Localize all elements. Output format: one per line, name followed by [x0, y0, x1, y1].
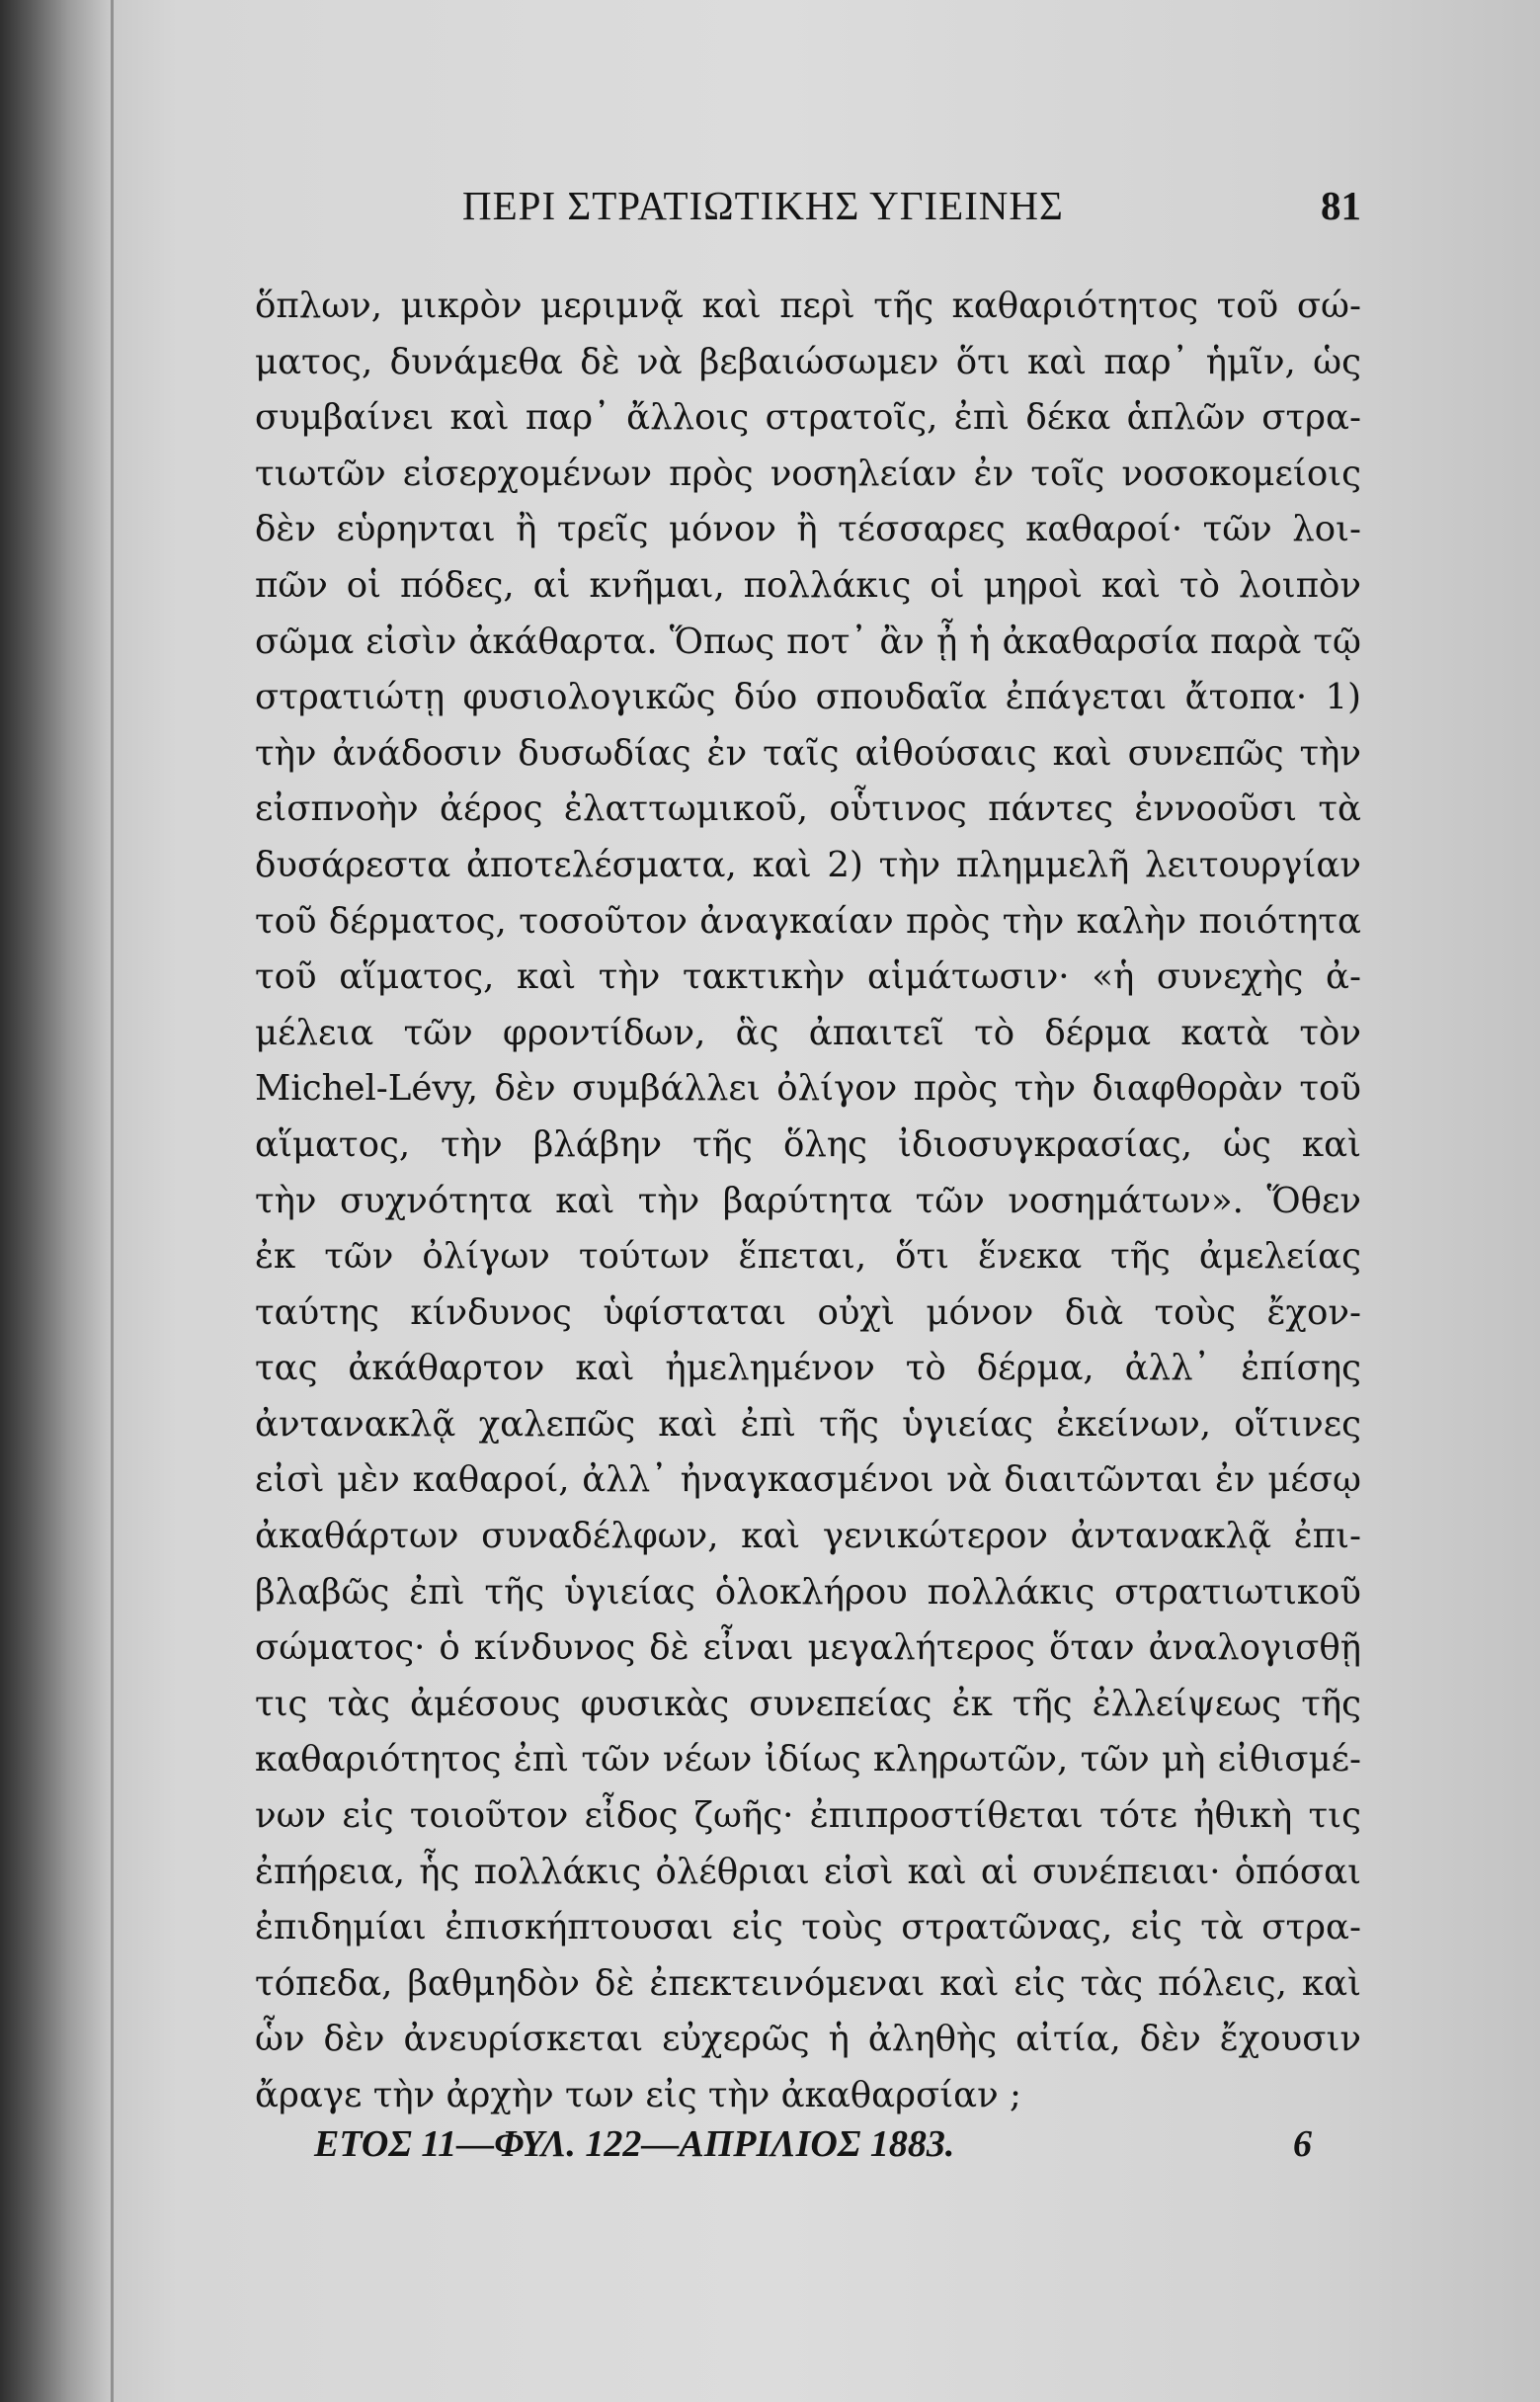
text-line: ἐπιδημίαι ἐπισκήπτουσαι εἰς τοὺς στρατῶνας, εἰς τὰ στρα-	[255, 1907, 1361, 1948]
page-footer	[314, 2122, 1312, 2182]
text-line: ματος, δυνάμεθα δὲ νὰ βεβαιώσωμεν ὅτι καὶ παρ᾽ ἡμῖν, ὡς	[255, 341, 1361, 382]
text-line: τας ἀκάθαρτον καὶ ἠμελημένον τὸ δέρμα, ἀλλ᾽ ἐπίσης	[255, 1348, 1361, 1389]
text-line: σῶμα εἰσὶν ἀκάθαρτα. Ὅπως ποτ᾽ ἂν ᾖ ἡ ἀκαθαρσία παρὰ τῷ	[255, 621, 1361, 662]
text-line: Michel-Lévy, δὲν συμβάλλει ὀλίγον πρὸς τὴν διαφθορὰν τοῦ	[255, 1068, 1361, 1110]
text-line: τόπεδα, βαθμηδὸν δὲ ἐπεκτεινόμεναι καὶ εἰς τὰς πόλεις, καὶ	[255, 1962, 1361, 2004]
text-line: τὴν ἀνάδοσιν δυσωδίας ἐν ταῖς αἰθούσαις καὶ συνεπῶς τὴν	[255, 732, 1361, 774]
text-line: ἄραγε τὴν ἀρχὴν των εἰς τὴν ἀκαθαρσίαν ;	[255, 2075, 1021, 2115]
text-line: αἵματος, τὴν βλάβην τῆς ὅλης ἰδιοσυγκρασίας, ὡς καὶ	[255, 1123, 1361, 1165]
text-line: εἰσπνοὴν ἀέρος ἐλαττωμικοῦ, οὗτινος πάντες ἐννοοῦσι τὰ	[255, 788, 1361, 830]
text-line: τὴν συχνότητα καὶ τὴν βαρύτητα τῶν νοσημάτων». Ὅθεν	[255, 1180, 1361, 1221]
text-line: πῶν οἱ πόδες, αἱ κνῆμαι, πολλάκις οἱ μηροὶ καὶ τὸ λοιπὸν	[255, 564, 1361, 606]
issue-line: ΕΤΟΣ 11—ΦΥΛ. 122—ΑΠΡΙΛΙΟΣ 1883.	[314, 2123, 955, 2165]
text-line: τοῦ δέρματος, τοσοῦτον ἀναγκαίαν πρὸς τὴν καλὴν ποιότητα	[255, 900, 1361, 942]
text-line: συμβαίνει καὶ παρ᾽ ἄλλοις στρατοῖς, ἐπὶ δέκα ἁπλῶν στρα-	[255, 397, 1361, 439]
text-line: μέλεια τῶν φροντίδων, ἃς ἀπαιτεῖ τὸ δέρμα κατὰ τὸν	[255, 1012, 1361, 1053]
text-line: ἐπήρεια, ἧς πολλάκις ὀλέθριαι εἰσὶ καὶ αἱ συνέπειαι· ὁπόσαι	[255, 1851, 1361, 1892]
text-line: νων εἰς τοιοῦτον εἶδος ζωῆς· ἐπιπροστίθεται τότε ἠθικὴ τις	[255, 1795, 1361, 1837]
text-line: δὲν εὑρηνται ἢ τρεῖς μόνον ἢ τέσσαρες καθαροί· τῶν λοι-	[255, 509, 1361, 550]
running-title: ΠΕΡΙ ΣΤΡΑΤΙΩΤΙΚΗΣ ΥΓΙΕΙΝΗΣ	[462, 183, 1064, 228]
text-line: βλαβῶς ἐπὶ τῆς ὑγιείας ὁλοκλήρου πολλάκις στρατιωτικοῦ	[255, 1571, 1361, 1613]
text-line: σώματος· ὁ κίνδυνος δὲ εἶναι μεγαλήτερος ὅταν ἀναλογισθῇ	[255, 1627, 1361, 1669]
signature-mark: 6	[1293, 2123, 1312, 2165]
text-line: καθαριότητος ἐπὶ τῶν νέων ἰδίως κληρωτῶν, τῶν μὴ εἰθισμέ-	[255, 1739, 1361, 1781]
text-line: ἀντανακλᾷ χαλεπῶς καὶ ἐπὶ τῆς ὑγιείας ἐκείνων, οἵτινες	[255, 1403, 1361, 1445]
text-line: τις τὰς ἀμέσους φυσικὰς συνεπείας ἐκ τῆς ἐλλείψεως τῆς	[255, 1683, 1361, 1724]
text-line: ὅπλων, μικρὸν μεριμνᾷ καὶ περὶ τῆς καθαριότητος τοῦ σώ-	[255, 286, 1361, 326]
page-number: 81	[1321, 183, 1361, 228]
text-line: ἀκαθάρτων συναδέλφων, καὶ γενικώτερον ἀντανακλᾷ ἐπι-	[255, 1516, 1361, 1557]
page-header	[255, 182, 1361, 251]
text-line: δυσάρεστα ἀποτελέσματα, καὶ 2) τὴν πλημμελῆ λειτουργίαν	[255, 844, 1361, 885]
text-line: τιωτῶν εἰσερχομένων πρὸς νοσηλείαν ἐν τοῖς νοσοκομείοις	[255, 453, 1361, 494]
page-gutter-shadow	[111, 0, 114, 2402]
text-line: εἰσὶ μὲν καθαροί, ἀλλ᾽ ἠναγκασμένοι νὰ διαιτῶνται ἐν μέσῳ	[255, 1459, 1361, 1501]
text-line: τοῦ αἵματος, καὶ τὴν τακτικὴν αἱμάτωσιν· «ἡ συνεχὴς ἀ-	[255, 956, 1361, 998]
text-line: ταύτης κίνδυνος ὑφίσταται οὐχὶ μόνον διὰ τοὺς ἔχον-	[255, 1291, 1361, 1333]
text-line: στρατιώτῃ φυσιολογικῶς δύο σπουδαῖα ἐπάγεται ἄτοπα· 1)	[255, 677, 1361, 718]
text-line: ὧν δὲν ἀνευρίσκεται εὐχερῶς ἡ ἀληθὴς αἰτία, δὲν ἔχουσιν	[255, 2019, 1361, 2060]
text-line: ἐκ τῶν ὀλίγων τούτων ἕπεται, ὅτι ἕνεκα τῆς ἀμελείας	[255, 1236, 1361, 1278]
body-text	[255, 279, 1361, 2124]
